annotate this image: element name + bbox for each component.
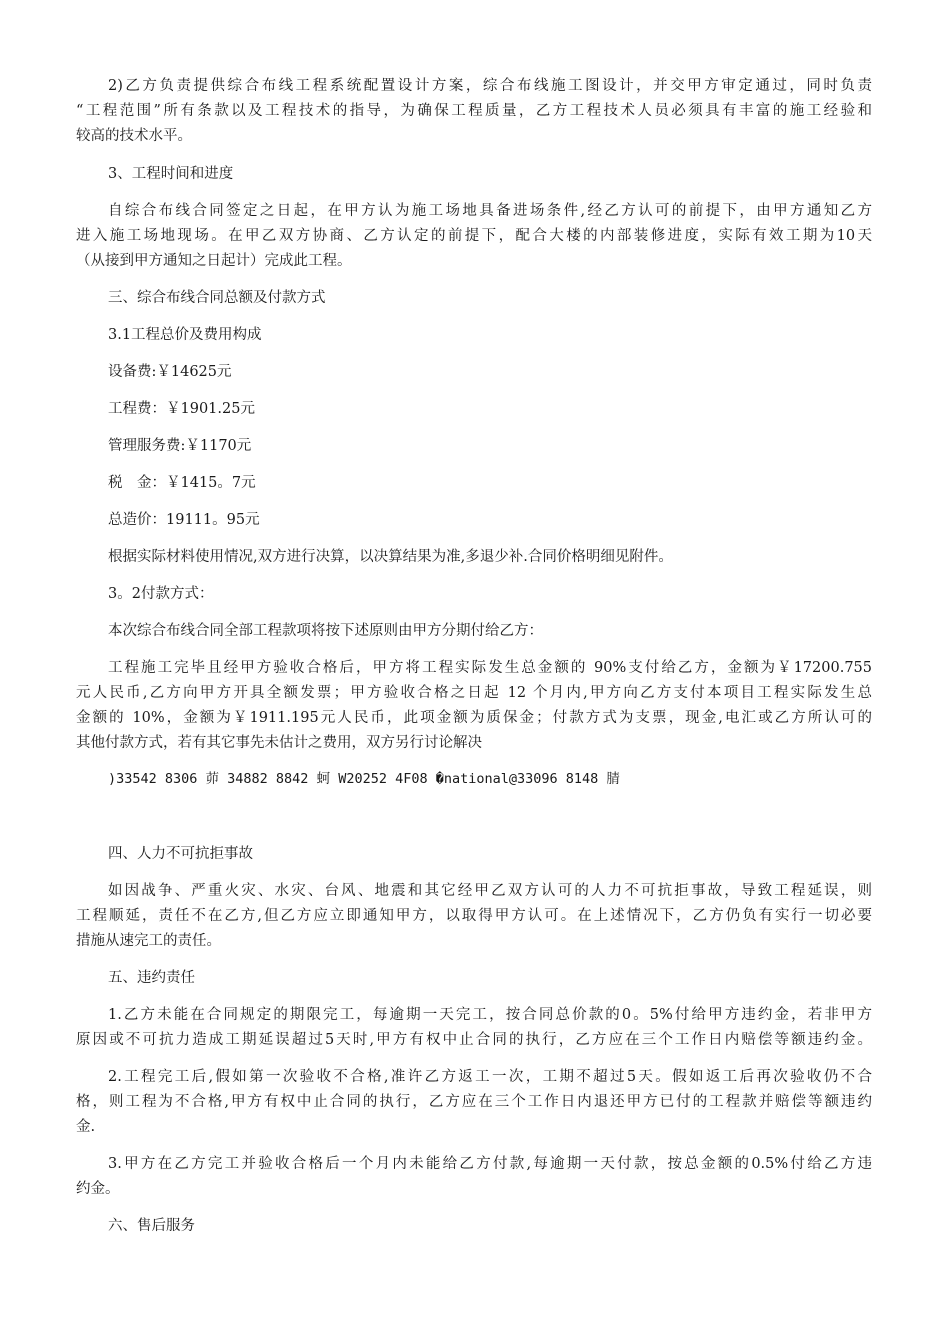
schedule-paragraph-line-1: 自综合布线合同签定之日起，在甲方认为施工场地具备进场条件,经乙方认可的前提下，由甲方通知乙方: [108, 203, 872, 219]
schedule-paragraph-line-3: （从接到甲方通知之日起计）完成此工程。: [76, 253, 352, 269]
scope-paragraph-line-1: 2)乙方负责提供综合布线工程系统配置设计方案，综合布线施工图设计，并交甲方审定通过，同时负责: [108, 78, 872, 94]
breach-item-1-line-1: 1.乙方未能在合同规定的期限完工，每逾期一天完工，按合同总价款的0。5%付给甲方违约金，若非甲方: [108, 1007, 872, 1023]
payment-subheading-3-2: 3。2付款方式：: [108, 586, 214, 602]
schedule-paragraph-line-2: 进入施工场地现场。在甲乙双方协商、乙方认定的前提下，配合大楼的内部装修进度，实际有效工期为10天: [76, 228, 872, 244]
breach-item-3-line-1: 3.甲方在乙方完工并验收合格后一个月内未能给乙方付款,每逾期一天付款，按总金额的0.5%付给乙方违: [108, 1156, 872, 1172]
payment-paragraph-line-4: 其他付款方式，若有其它事先未估计之费用，双方另行讨论解决: [76, 735, 482, 751]
fee-management: 管理服务费:￥1170元: [108, 438, 252, 454]
price-subheading-3-1: 3.1工程总价及费用构成: [108, 327, 262, 343]
breach-item-3-line-2: 约金。: [76, 1181, 120, 1197]
force-majeure-line-2: 工程顺延，责任不在乙方,但乙方应立即通知甲方，以取得甲方认可。在上述情况下，乙方仍负有实行一切必要: [76, 908, 872, 924]
settlement-paragraph: 根据实际材料使用情况,双方进行决算，以决算结果为准,多退少补.合同价格明细见附件。: [108, 549, 673, 565]
schedule-heading: 3、工程时间和进度: [108, 166, 234, 182]
fee-equipment: 设备费:￥14625元: [108, 364, 232, 380]
after-sales-heading: 六、售后服务: [108, 1218, 195, 1234]
fee-engineering: 工程费：￥1901.25元: [108, 401, 255, 417]
fee-total: 总造价：19111。95元: [108, 512, 260, 528]
payment-intro: 本次综合布线合同全部工程款项将按下述原则由甲方分期付给乙方：: [108, 623, 543, 639]
breach-item-2-line-2: 格，则工程为不合格,甲方有权中止合同的执行，乙方应在三个工作日内退还甲方已付的工程款并赔偿等额违约: [76, 1094, 872, 1110]
payment-paragraph-line-2: 元人民币,乙方向甲方开具全额发票；甲方验收合格之日起 12 个月内,甲方向乙方支付本项目工程实际发生总: [76, 685, 872, 701]
payment-paragraph-line-1: 工程施工完毕且经甲方验收合格后，甲方将工程实际发生总金额的 90%支付给乙方，金额为￥17200.755: [108, 660, 872, 676]
scope-paragraph-line-2: “工程范围”所有条款以及工程技术的指导，为确保工程质量，乙方工程技术人员必须具有丰富的施工经验和: [76, 103, 872, 119]
force-majeure-heading: 四、人力不可抗拒事故: [108, 846, 253, 862]
force-majeure-line-1: 如因战争、严重火灾、水灾、台风、地震和其它经甲乙双方认可的人力不可抗拒事故，导致工程延误，则: [108, 883, 872, 899]
scope-paragraph-line-3: 较高的技术水平。: [76, 128, 192, 144]
payment-paragraph-line-3: 金额的 10%，金额为￥1911.195元人民币，此项金额为质保金；付款方式为支票，现金,电汇或乙方所认可的: [76, 710, 872, 726]
breach-item-1-line-2: 原因或不可抗力造成工期延误超过5天时,甲方有权中止合同的执行，乙方应在三个工作日内赔偿等额违约金。: [76, 1032, 872, 1048]
breach-item-2-line-3: 金.: [76, 1119, 96, 1135]
force-majeure-line-3: 措施从速完工的责任。: [76, 933, 221, 949]
garbled-text-line: )33542 8306 茆 34882 8842 蚵 W20252 4F08 �national@33096 8148 腈: [108, 771, 620, 787]
breach-item-2-line-1: 2.工程完工后,假如第一次验收不合格,准许乙方返工一次，工期不超过5天。假如返工后再次验收仍不合: [108, 1069, 872, 1085]
breach-heading: 五、违约责任: [108, 970, 195, 986]
price-section-heading: 三、综合布线合同总额及付款方式: [108, 290, 326, 306]
fee-tax: 税 金：￥1415。7元: [108, 475, 256, 491]
